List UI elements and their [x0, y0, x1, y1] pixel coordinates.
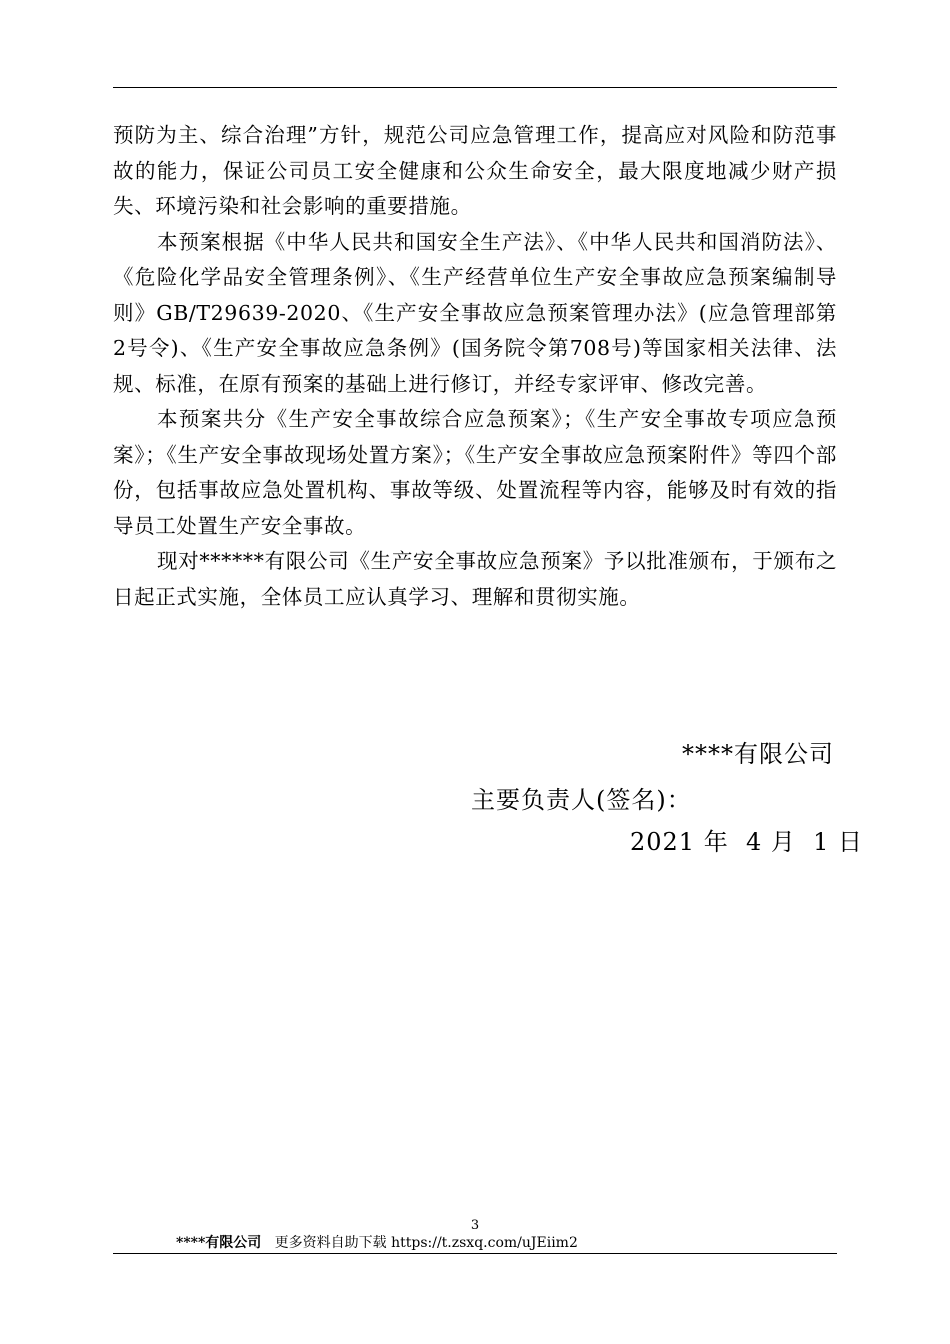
- page-number: 3: [470, 1218, 480, 1233]
- paragraph-plan-structure: 本预案共分《生产安全事故综合应急预案》；《生产安全事故专项应急预案》；《生产安全事故现场处置方案》；《生产安全事故应急预案附件》等四个部份，包括事故应急处置机构、事故等级、处置流程等内容，能够及时有效的指导员工处置生产安全事故。: [113, 407, 837, 538]
- footer-rule: [113, 1253, 837, 1254]
- header-rule: [113, 87, 837, 88]
- footer-company: ****有限公司: [176, 1235, 262, 1251]
- paragraph-approval: 现对******有限公司《生产安全事故应急预案》予以批准颁布，于颁布之日起正式实施，全体员工应认真学习、理解和贯彻实施。: [113, 549, 837, 609]
- signature-date: 2021 年 4 月 1 日: [630, 828, 864, 856]
- footer-text: [176, 1235, 578, 1252]
- footer-download-link[interactable]: 更多资料自助下载 https://t.zsxq.com/uJEiim2: [261, 1235, 578, 1251]
- paragraph-continuation: 预防为主、综合治理”方针，规范公司应急管理工作，提高应对风险和防范事故的能力，保证公司员工安全健康和公众生命安全，最大限度地减少财产损失、环境污染和社会影响的重要措施。: [113, 123, 837, 218]
- paragraph-legal-basis: 本预案根据《中华人民共和国安全生产法》、《中华人民共和国消防法》、《危险化学品安全管理条例》、《生产经营单位生产安全事故应急预案编制导则》GB/T29639-2020、《生产安全事故应急预案管理办法》(应急管理部第2号令)、《生产安全事故应急条例》(国务院令第708号)等国家相关法律、法规、标准，在原有预案的基础上进行修订，并经专家评审、修改完善。: [113, 229, 837, 396]
- signature-company: ****有限公司: [682, 740, 834, 768]
- signature-person: 主要负责人(签名)：: [471, 786, 692, 814]
- document-body: [113, 118, 837, 615]
